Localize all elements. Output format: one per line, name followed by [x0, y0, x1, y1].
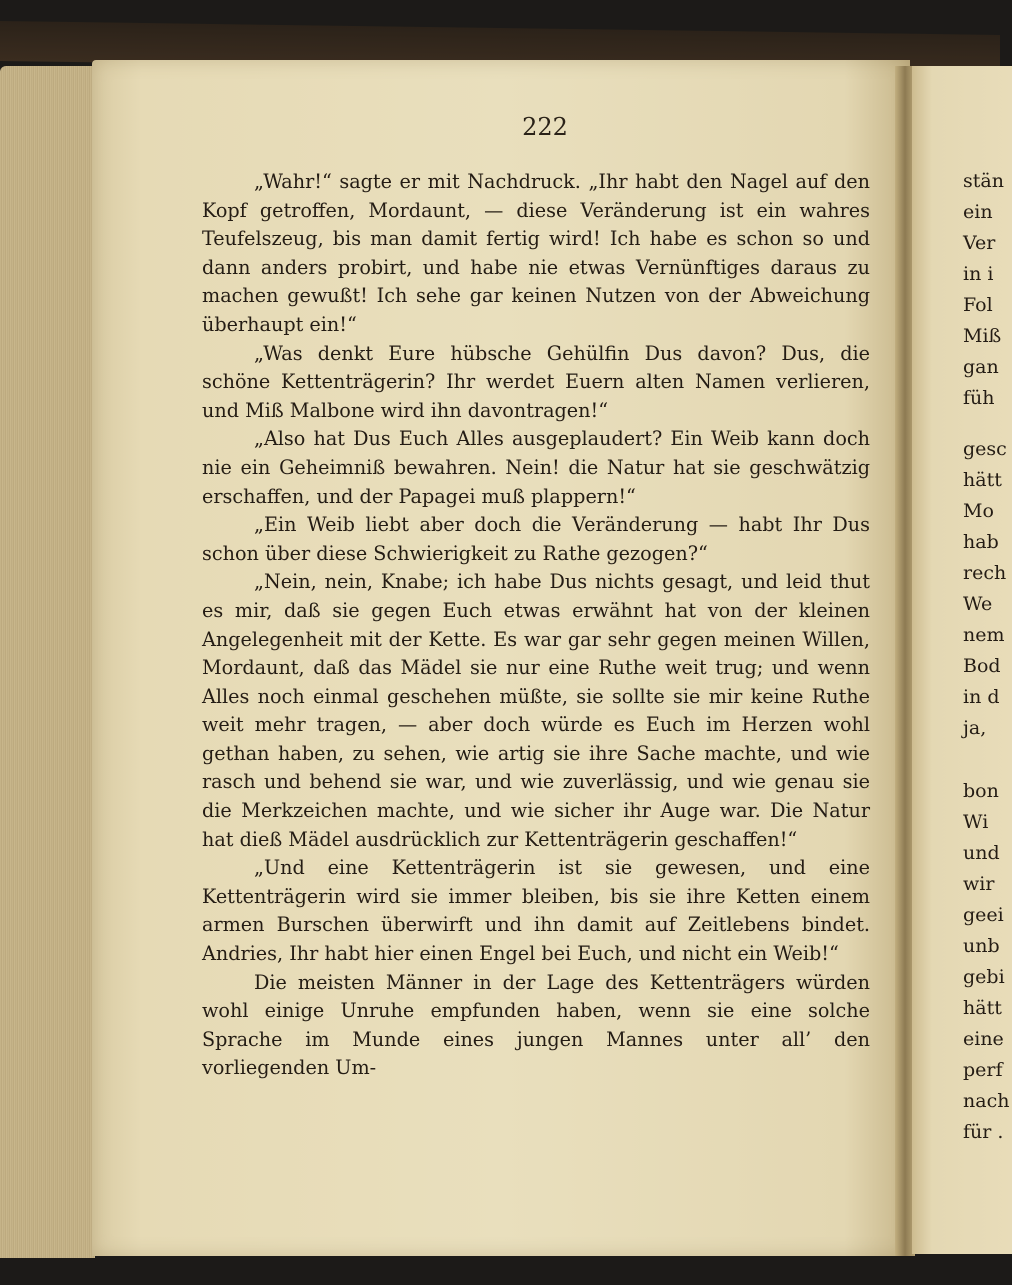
facing-line: in d: [963, 686, 1000, 708]
paragraph: „Wahr!“ sagte er mit Nachdruck. „Ihr habt den Nagel auf den Kopf getroffen, Mordaunt, — diese Veränderung ist ein wahres Teufelszeug, bis man damit fertig wird! Ich habe es schon so und dann anders probirt, und habe nie etwas Vernünftiges daraus zu machen gewußt! Ich sehe gar keinen Nutzen von der Abweichung überhaupt ein!“: [202, 170, 870, 336]
page-number: 222: [522, 113, 568, 141]
facing-line: gan: [963, 356, 999, 378]
facing-line: hätt: [963, 469, 1002, 491]
facing-line: Bod: [963, 655, 1001, 677]
facing-line: gebi: [963, 966, 1005, 988]
facing-line: rech: [963, 562, 1007, 584]
paragraph: „Nein, nein, Knabe; ich habe Dus nichts gesagt, und leid thut es mir, daß sie gegen Euch etwas erwähnt hat von der kleinen Angelegenheit mit der Kette. Es war gar sehr gegen meinen Willen, Mordaunt, daß das Mädel sie nur eine Ruthe weit trug; und wenn Alles noch einmal geschehen müßte, sie sollte sie mir keine Ruthe weit mehr tragen, — aber doch würde es Euch im Herzen wohl gethan haben, zu sehen, wie artig sie ihre Sache machte, und wie rasch und behend sie war, und wie zuverlässig, und wie genau sie die Merkzeichen machte, und wie sicher ihr Auge war. Die Natur hat dieß Mädel ausdrücklich zur Kettenträgerin geschaffen!“: [202, 570, 870, 851]
page-text: [202, 168, 870, 1083]
paragraph: „Und eine Kettenträgerin ist sie gewesen, und eine Kettenträgerin wird sie immer bleiben, bis sie ihre Ketten einem armen Burschen überwirft und ihn damit auf Zeitlebens bindet. Andries, Ihr habt hier einen Engel bei Euch, und nicht ein Weib!“: [202, 856, 870, 966]
facing-line: Wi: [963, 811, 989, 833]
facing-line: unb: [963, 935, 1000, 957]
paragraph: Die meisten Männer in der Lage des Kettenträgers würden wohl einige Unruhe empfunden haben, wenn sie eine solche Sprache im Munde eines jungen Mannes unter all’ den vorliegenden Um-: [202, 970, 870, 1080]
facing-line: Mo: [963, 500, 994, 522]
facing-line: Ver: [963, 232, 996, 254]
facing-line: stän: [963, 170, 1004, 192]
facing-line: ein: [963, 201, 993, 223]
facing-line: ja,: [963, 717, 987, 739]
facing-line: nem: [963, 624, 1005, 646]
facing-line: und: [963, 842, 1000, 864]
facing-line: We: [963, 593, 993, 615]
facing-line: geei: [963, 904, 1004, 926]
paragraph: „Also hat Dus Euch Alles ausgeplaudert? Ein Weib kann doch nie ein Geheimniß bewahren. Nein! die Natur hat sie geschwätzig erschaffen, und der Papagei muß plappern!“: [202, 427, 870, 508]
facing-line: perf: [963, 1059, 1003, 1081]
facing-line: hätt: [963, 997, 1002, 1019]
facing-line: füh: [963, 387, 995, 409]
paragraph: „Ein Weib liebt aber doch die Veränderung — habt Ihr Dus schon über diese Schwierigkeit zu Rathe gezogen?“: [202, 513, 870, 565]
facing-line: in i: [963, 263, 994, 285]
facing-line: bon: [963, 780, 999, 802]
facing-line: wir: [963, 873, 995, 895]
facing-line: hab: [963, 531, 999, 553]
facing-page-text: [963, 170, 1010, 1190]
facing-line: gesc: [963, 438, 1007, 460]
paragraph: „Was denkt Eure hübsche Gehülfin Dus davon? Dus, die schöne Kettenträgerin? Ihr werdet Euern alten Namen verlieren, und Miß Malbone wird ihn davontragen!“: [202, 341, 870, 422]
page-edges: [0, 66, 95, 1258]
facing-line: nach: [963, 1090, 1010, 1112]
facing-line: für .: [963, 1121, 1004, 1143]
facing-line: eine: [963, 1028, 1004, 1050]
facing-line: Fol: [963, 294, 993, 316]
facing-line: Miß: [963, 325, 1002, 347]
